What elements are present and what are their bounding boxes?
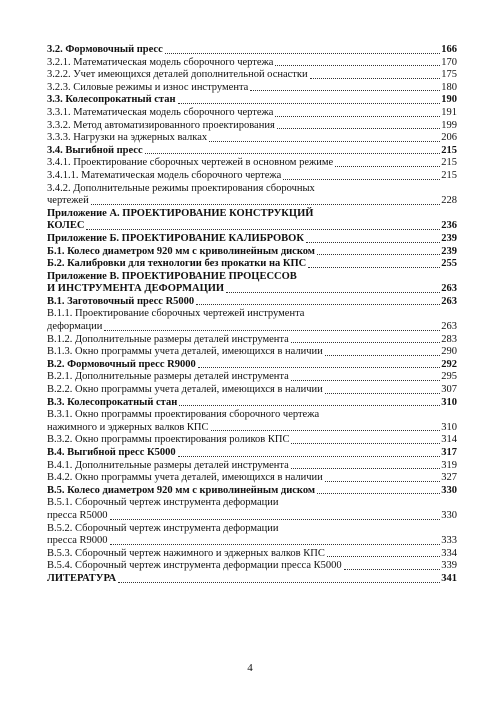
toc-entry-title: 3.3.2. Метод автоматизированного проектирования (47, 119, 275, 131)
toc-entry-page: 206 (441, 132, 457, 144)
dot-leader (209, 140, 440, 142)
dot-leader (91, 203, 441, 205)
toc-entry-title: 3.3.3. Нагрузки на эджерных валках (47, 132, 208, 144)
dot-leader (325, 392, 440, 394)
toc-entry-page: 333 (441, 535, 457, 547)
toc-entry-title: И ИНСТРУМЕНТА ДЕФОРМАЦИИ (47, 283, 225, 295)
dot-leader (325, 354, 440, 356)
toc-entry-title: 3.2.3. Силовые режимы и износ инструмента (47, 81, 249, 93)
toc-entry-title: В.2.1. Дополнительные размеры деталей инструмента (47, 371, 289, 383)
toc-entry[interactable] (47, 157, 457, 170)
toc-entry[interactable] (47, 371, 457, 384)
toc-entry-title: 3.4.1.1. Математическая модель сборочного чертежа (47, 169, 282, 181)
dot-leader (145, 152, 441, 154)
toc-entry-title: В.5. Колесо диаметром 920 мм с криволинейным диском (47, 484, 316, 496)
toc-entry-title: 3.4. Выгибной пресс (47, 144, 143, 156)
toc-entry-page: 310 (441, 421, 457, 433)
toc-entry[interactable] (47, 485, 457, 498)
toc-entry[interactable] (47, 120, 457, 133)
dot-leader (327, 555, 440, 557)
dot-leader (344, 568, 441, 570)
toc-entry[interactable] (47, 208, 457, 233)
dot-leader (226, 291, 440, 293)
toc-entry-page: 263 (441, 283, 457, 295)
dot-leader (317, 492, 440, 494)
toc-entry-page: 263 (441, 295, 457, 307)
toc-entry-title: пресса R9000 (47, 535, 108, 547)
toc-entry-page: 341 (441, 572, 457, 584)
toc-entry-page: 190 (441, 94, 457, 106)
dot-leader (110, 518, 441, 520)
toc-entry-title: Б.2. Калибровки для технологии без прокатки на КПС (47, 258, 307, 270)
toc-entry-page: 317 (441, 447, 457, 458)
dot-leader (275, 115, 440, 117)
toc-entry[interactable] (47, 334, 457, 347)
toc-entry[interactable] (47, 233, 457, 246)
toc-entry-title-line: В.1.1. Проектирование сборочных чертежей инструмента (47, 308, 305, 320)
toc-entry-page: 327 (441, 472, 457, 484)
toc-entry[interactable] (47, 246, 457, 259)
toc-entry-title-line: В.3.1. Окно программы проектирования сборочного чертежа (47, 409, 320, 421)
toc-entry-title: В.1.3. Окно программы учета деталей, имеющихся в наличии (47, 346, 323, 358)
toc-entry-title: нажимного и эджерных валков КПС (47, 421, 209, 433)
toc-entry[interactable] (47, 573, 457, 586)
toc-entry-title-line: В.5.1. Сборочный чертеж инструмента деформации (47, 497, 279, 509)
toc-entry[interactable] (47, 82, 457, 95)
toc-entry[interactable] (47, 69, 457, 82)
toc-entry[interactable] (47, 359, 457, 372)
toc-entry[interactable] (47, 94, 457, 107)
toc-entry-page: 170 (441, 56, 457, 68)
toc-entry-page: 228 (441, 195, 457, 207)
dot-leader (250, 89, 440, 91)
dot-leader (165, 52, 441, 54)
toc-entry-title: ЛИТЕРАТУРА (47, 572, 117, 584)
toc-entry[interactable] (47, 183, 457, 208)
toc-entry-title: 3.3. Колесопрокатный стан (47, 94, 176, 106)
dot-leader (179, 404, 440, 406)
dot-leader (291, 341, 440, 343)
toc-entry[interactable] (47, 560, 457, 573)
toc-entry-page: 339 (441, 560, 457, 572)
toc-entry-page: 290 (441, 346, 457, 358)
toc-entry-page: 310 (441, 396, 457, 408)
toc-entry[interactable] (47, 258, 457, 271)
toc-entry[interactable] (47, 384, 457, 397)
toc-entry[interactable] (47, 346, 457, 359)
dot-leader (198, 366, 441, 368)
toc-entry-title: 3.2.1. Математическая модель сборочного чертежа (47, 56, 274, 68)
toc-entry-page: 292 (441, 358, 457, 370)
dot-leader (118, 581, 440, 583)
toc-entry-title: В.3. Колесопрокатный стан (47, 396, 178, 408)
toc-entry-title: В.4.1. Дополнительные размеры деталей инструмента (47, 459, 289, 471)
toc-entry[interactable] (47, 434, 457, 447)
toc-entry-page: 283 (441, 333, 457, 345)
toc-entry-page: 199 (441, 119, 457, 131)
dot-leader (211, 429, 441, 431)
toc-entry-page: 191 (441, 106, 457, 118)
toc-entry[interactable] (47, 447, 457, 460)
toc-entry-title: В.3.2. Окно программы проектирования роликов КПС (47, 434, 290, 446)
dot-leader (308, 266, 440, 268)
toc-entry-page: 319 (441, 459, 457, 471)
toc-entry[interactable] (47, 296, 457, 309)
toc-entry[interactable] (47, 497, 457, 522)
toc-entry[interactable] (47, 548, 457, 561)
toc-entry-title: В.2. Формовочный пресс R9000 (47, 358, 196, 370)
toc-entry-title-line: Приложение А. ПРОЕКТИРОВАНИЕ КОНСТРУКЦИЙ (47, 207, 314, 219)
toc-entry-page: 166 (441, 44, 457, 55)
toc-entry-title: Б.1. Колесо диаметром 920 мм с криволинейным диском (47, 245, 315, 257)
toc-entry[interactable] (47, 523, 457, 548)
dot-leader (317, 253, 440, 255)
toc-entry-title: 3.4.1. Проектирование сборочных чертежей в основном режиме (47, 157, 334, 169)
toc-entry-title: В.2.2. Окно программы учета деталей, имеющихся в наличии (47, 384, 323, 396)
dot-leader (291, 467, 440, 469)
toc-entry[interactable] (47, 271, 457, 296)
toc-entry[interactable] (47, 170, 457, 183)
toc-entry-title: В.5.3. Сборочный чертеж нажимного и эджерных валков КПС (47, 547, 325, 559)
dot-leader (310, 77, 441, 79)
toc-entry[interactable] (47, 145, 457, 158)
dot-leader (104, 329, 440, 331)
toc-entry-title: деформации (47, 321, 103, 333)
dot-leader (283, 178, 440, 180)
toc-entry-title-line: Приложение В. ПРОЕКТИРОВАНИЕ ПРОЦЕССОВ (47, 270, 297, 282)
dot-leader (178, 102, 441, 104)
dot-leader (291, 442, 440, 444)
dot-leader (110, 543, 441, 545)
toc-entry-title: В.4.2. Окно программы учета деталей, имеющихся в наличии (47, 472, 323, 484)
toc-entry-title: 3.2. Формовочный пресс (47, 44, 163, 55)
toc-entry-title-line: 3.4.2. Дополнительные режимы проектирования сборочных (47, 182, 315, 194)
dot-leader (335, 165, 440, 167)
toc-entry[interactable] (47, 409, 457, 434)
toc-entry-title: В.1. Заготовочный пресс R5000 (47, 295, 195, 307)
toc-entry-title: В.5.4. Сборочный чертеж инструмента деформации пресса К5000 (47, 560, 342, 572)
toc-entry-title: Приложение Б. ПРОЕКТИРОВАНИЕ КАЛИБРОВОК (47, 232, 304, 244)
toc-entry-page: 236 (441, 220, 457, 232)
toc-entry-title: 3.2.2. Учет имеющихся деталей дополнительной оснастки (47, 69, 308, 81)
toc-entry-page: 215 (441, 144, 457, 156)
toc-entry-page: 215 (441, 157, 457, 169)
toc-entry-page: 263 (441, 321, 457, 333)
dot-leader (196, 303, 440, 305)
toc-entry-page: 255 (441, 258, 457, 270)
toc-entry-title-line: В.5.2. Сборочный чертеж инструмента деформации (47, 522, 279, 534)
toc-entry-page: 215 (441, 169, 457, 181)
toc-entry-page: 239 (441, 245, 457, 257)
toc-entry[interactable] (47, 397, 457, 410)
toc-entry-page: 334 (441, 547, 457, 559)
toc-entry-page: 295 (441, 371, 457, 383)
toc-entry-page: 180 (441, 81, 457, 93)
dot-leader (291, 379, 440, 381)
toc-entry-page: 330 (441, 509, 457, 521)
dot-leader (277, 127, 440, 129)
table-of-contents (47, 44, 457, 586)
dot-leader (325, 480, 440, 482)
toc-entry-title: чертежей (47, 195, 89, 207)
page-number: 4 (247, 662, 253, 674)
dot-leader (306, 241, 440, 243)
toc-entry-page: 314 (441, 434, 457, 446)
toc-entry[interactable] (47, 57, 457, 70)
toc-entry-title: пресса R5000 (47, 509, 108, 521)
toc-entry-title: В.1.2. Дополнительные размеры деталей инструмента (47, 333, 289, 345)
toc-entry[interactable] (47, 460, 457, 473)
toc-entry-page: 307 (441, 384, 457, 396)
toc-entry-page: 175 (441, 69, 457, 81)
toc-entry-title: КОЛЕС (47, 220, 85, 232)
toc-entry[interactable] (47, 132, 457, 145)
toc-entry[interactable] (47, 308, 457, 333)
toc-entry-page: 330 (441, 484, 457, 496)
dot-leader (178, 455, 441, 457)
toc-entry[interactable] (47, 472, 457, 485)
toc-entry[interactable] (47, 44, 457, 57)
toc-entry[interactable] (47, 107, 457, 120)
toc-entry-title: 3.3.1. Математическая модель сборочного чертежа (47, 106, 274, 118)
dot-leader (86, 228, 440, 230)
toc-entry-page: 239 (441, 232, 457, 244)
dot-leader (275, 64, 440, 66)
toc-entry-title: В.4. Выгибной пресс К5000 (47, 447, 176, 458)
